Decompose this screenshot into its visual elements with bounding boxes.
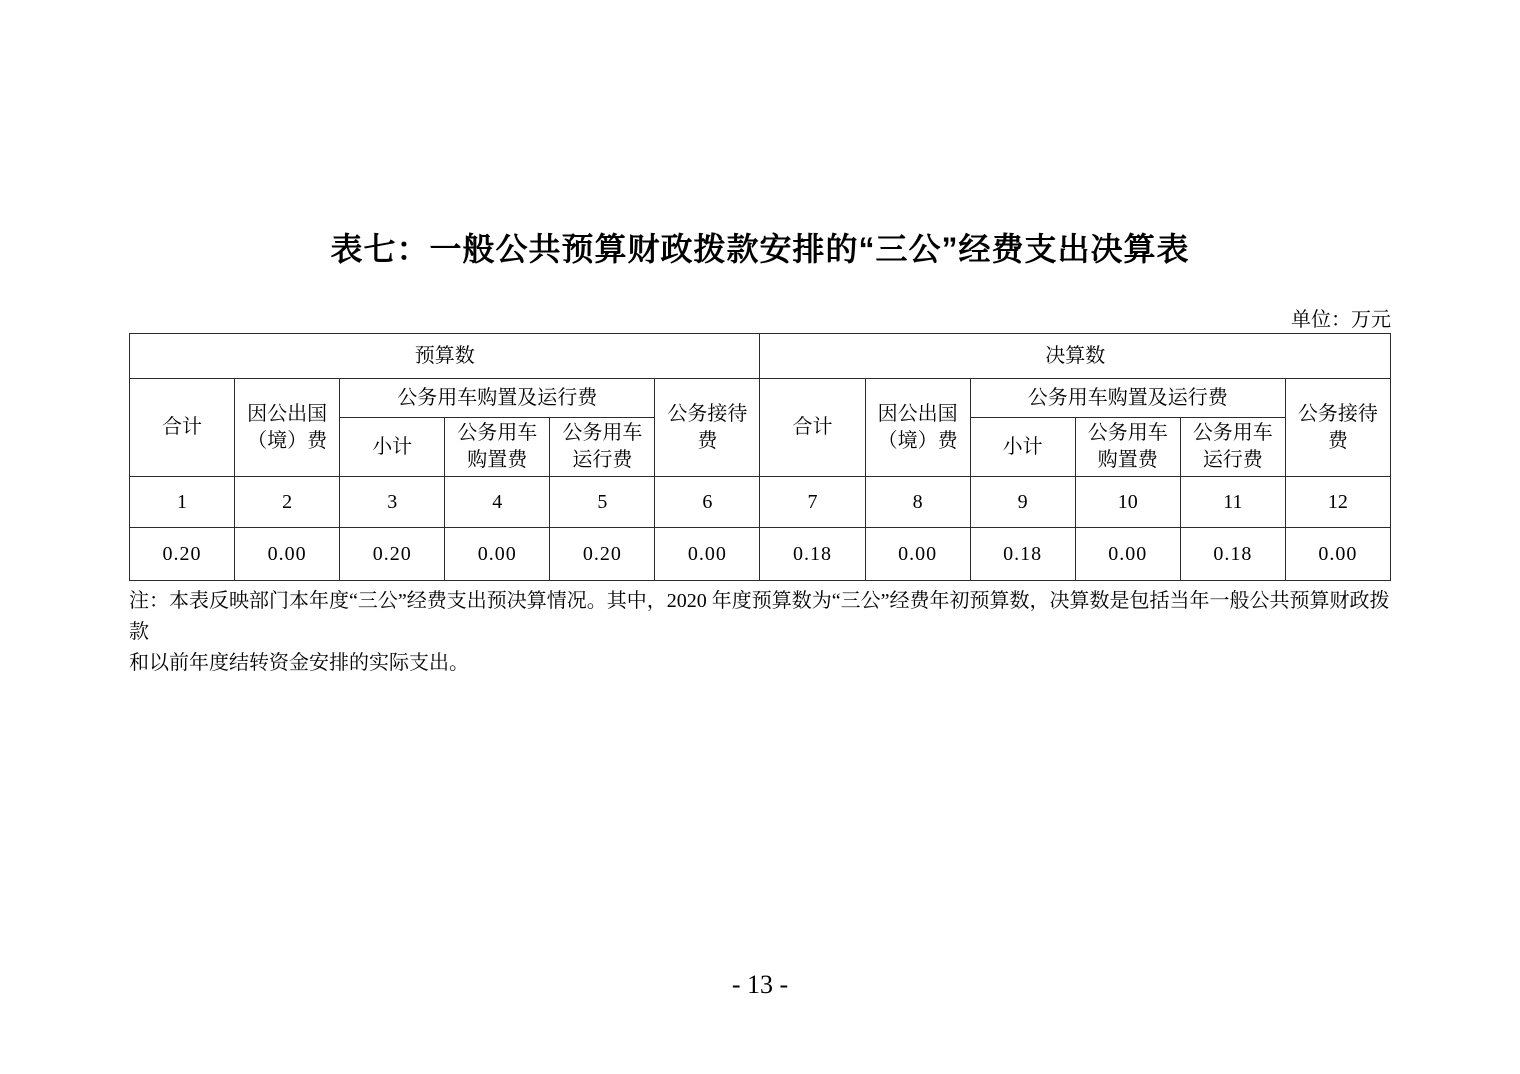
value-budget-total: 0.20: [130, 528, 235, 581]
header-final-reception: [1285, 379, 1390, 477]
value-final-total: 0.18: [760, 528, 865, 581]
header-budget-vehicle-subtotal: 小计: [340, 418, 445, 477]
col-number-9: 9: [970, 477, 1075, 528]
value-budget-vehicle-purchase: 0.00: [445, 528, 550, 581]
header-final-abroad-line2: （境）费: [877, 429, 958, 452]
header-final-abroad-line1: 因公出国: [877, 402, 958, 425]
col-number-8: 8: [865, 477, 970, 528]
col-number-7: 7: [760, 477, 865, 528]
header-final-vehicle-operation-line1: 公务用车: [1192, 422, 1273, 444]
value-final-vehicle-operation: 0.18: [1180, 528, 1285, 581]
header-final-vehicle-operation-line2: 运行费: [1202, 449, 1263, 471]
values-row: [130, 528, 1391, 581]
header-budget-abroad: [235, 379, 340, 477]
header-budget-vehicle-operation-line1: 公务用车: [562, 422, 643, 444]
header-budget-vehicle-purchase-line2: 购置费: [467, 449, 528, 471]
header-final-vehicle-operation: [1180, 418, 1285, 477]
section-header-final: 决算数: [760, 334, 1391, 379]
unit-label: 单位：万元: [1291, 309, 1391, 331]
header-final-vehicle-purchase-line2: 购置费: [1097, 449, 1158, 471]
page-number: - 13 -: [731, 970, 789, 999]
table-note-line2: 和以前年度结转资金安排的实际支出。: [129, 652, 469, 674]
value-budget-vehicle-operation: 0.20: [550, 528, 655, 581]
header-final-vehicle-group: 公务用车购置及运行费: [970, 379, 1285, 418]
table-note-line1: 注：本表反映部门本年度“三公”经费支出预决算情况。其中，2020 年度预算数为“三公”经费年初预算数，决算数是包括当年一般公共预算财政拨款: [129, 590, 1390, 643]
header-budget-vehicle-group: 公务用车购置及运行费: [340, 379, 655, 418]
header-final-vehicle-purchase-line1: 公务用车: [1087, 422, 1168, 444]
col-number-1: 1: [130, 477, 235, 528]
col-number-5: 5: [550, 477, 655, 528]
page-title: 表七：一般公共预算财政拨款安排的“三公”经费支出决算表: [330, 231, 1190, 267]
header-budget-vehicle-operation: [550, 418, 655, 477]
header-budget-abroad-line2: （境）费: [247, 429, 328, 452]
header-budget-vehicle-operation-line2: 运行费: [572, 449, 633, 471]
header-budget-abroad-line1: 因公出国: [247, 402, 328, 425]
section-header-row: [130, 334, 1391, 379]
col-number-4: 4: [445, 477, 550, 528]
header-budget-vehicle-purchase-line1: 公务用车: [457, 422, 538, 444]
header-final-vehicle-subtotal: 小计: [970, 418, 1075, 477]
col-number-10: 10: [1075, 477, 1180, 528]
value-final-vehicle-purchase: 0.00: [1075, 528, 1180, 581]
header-final-total: 合计: [760, 379, 865, 477]
header-budget-total: 合计: [130, 379, 235, 477]
col-number-12: 12: [1285, 477, 1390, 528]
col-number-6: 6: [655, 477, 760, 528]
value-final-abroad: 0.00: [865, 528, 970, 581]
value-budget-abroad: 0.00: [235, 528, 340, 581]
section-header-budget: 预算数: [130, 334, 760, 379]
header-budget-reception: [655, 379, 760, 477]
header-budget-reception-line1: 公务接待: [667, 402, 748, 425]
col-number-11: 11: [1180, 477, 1285, 528]
header-final-vehicle-purchase: [1075, 418, 1180, 477]
header-budget-vehicle-purchase: [445, 418, 550, 477]
header-final-abroad: [865, 379, 970, 477]
col-number-2: 2: [235, 477, 340, 528]
table-note: [129, 586, 1405, 679]
header-final-reception-line2: 费: [1327, 429, 1348, 452]
value-budget-reception: 0.00: [655, 528, 760, 581]
column-number-row: [130, 477, 1391, 528]
value-budget-vehicle-subtotal: 0.20: [340, 528, 445, 581]
value-final-vehicle-subtotal: 0.18: [970, 528, 1075, 581]
header-final-reception-line1: 公务接待: [1297, 402, 1378, 425]
column-group-header-row: [130, 379, 1391, 418]
col-number-3: 3: [340, 477, 445, 528]
three-public-expenses-table: [129, 333, 1391, 581]
value-final-reception: 0.00: [1285, 528, 1390, 581]
header-budget-reception-line2: 费: [697, 429, 718, 452]
